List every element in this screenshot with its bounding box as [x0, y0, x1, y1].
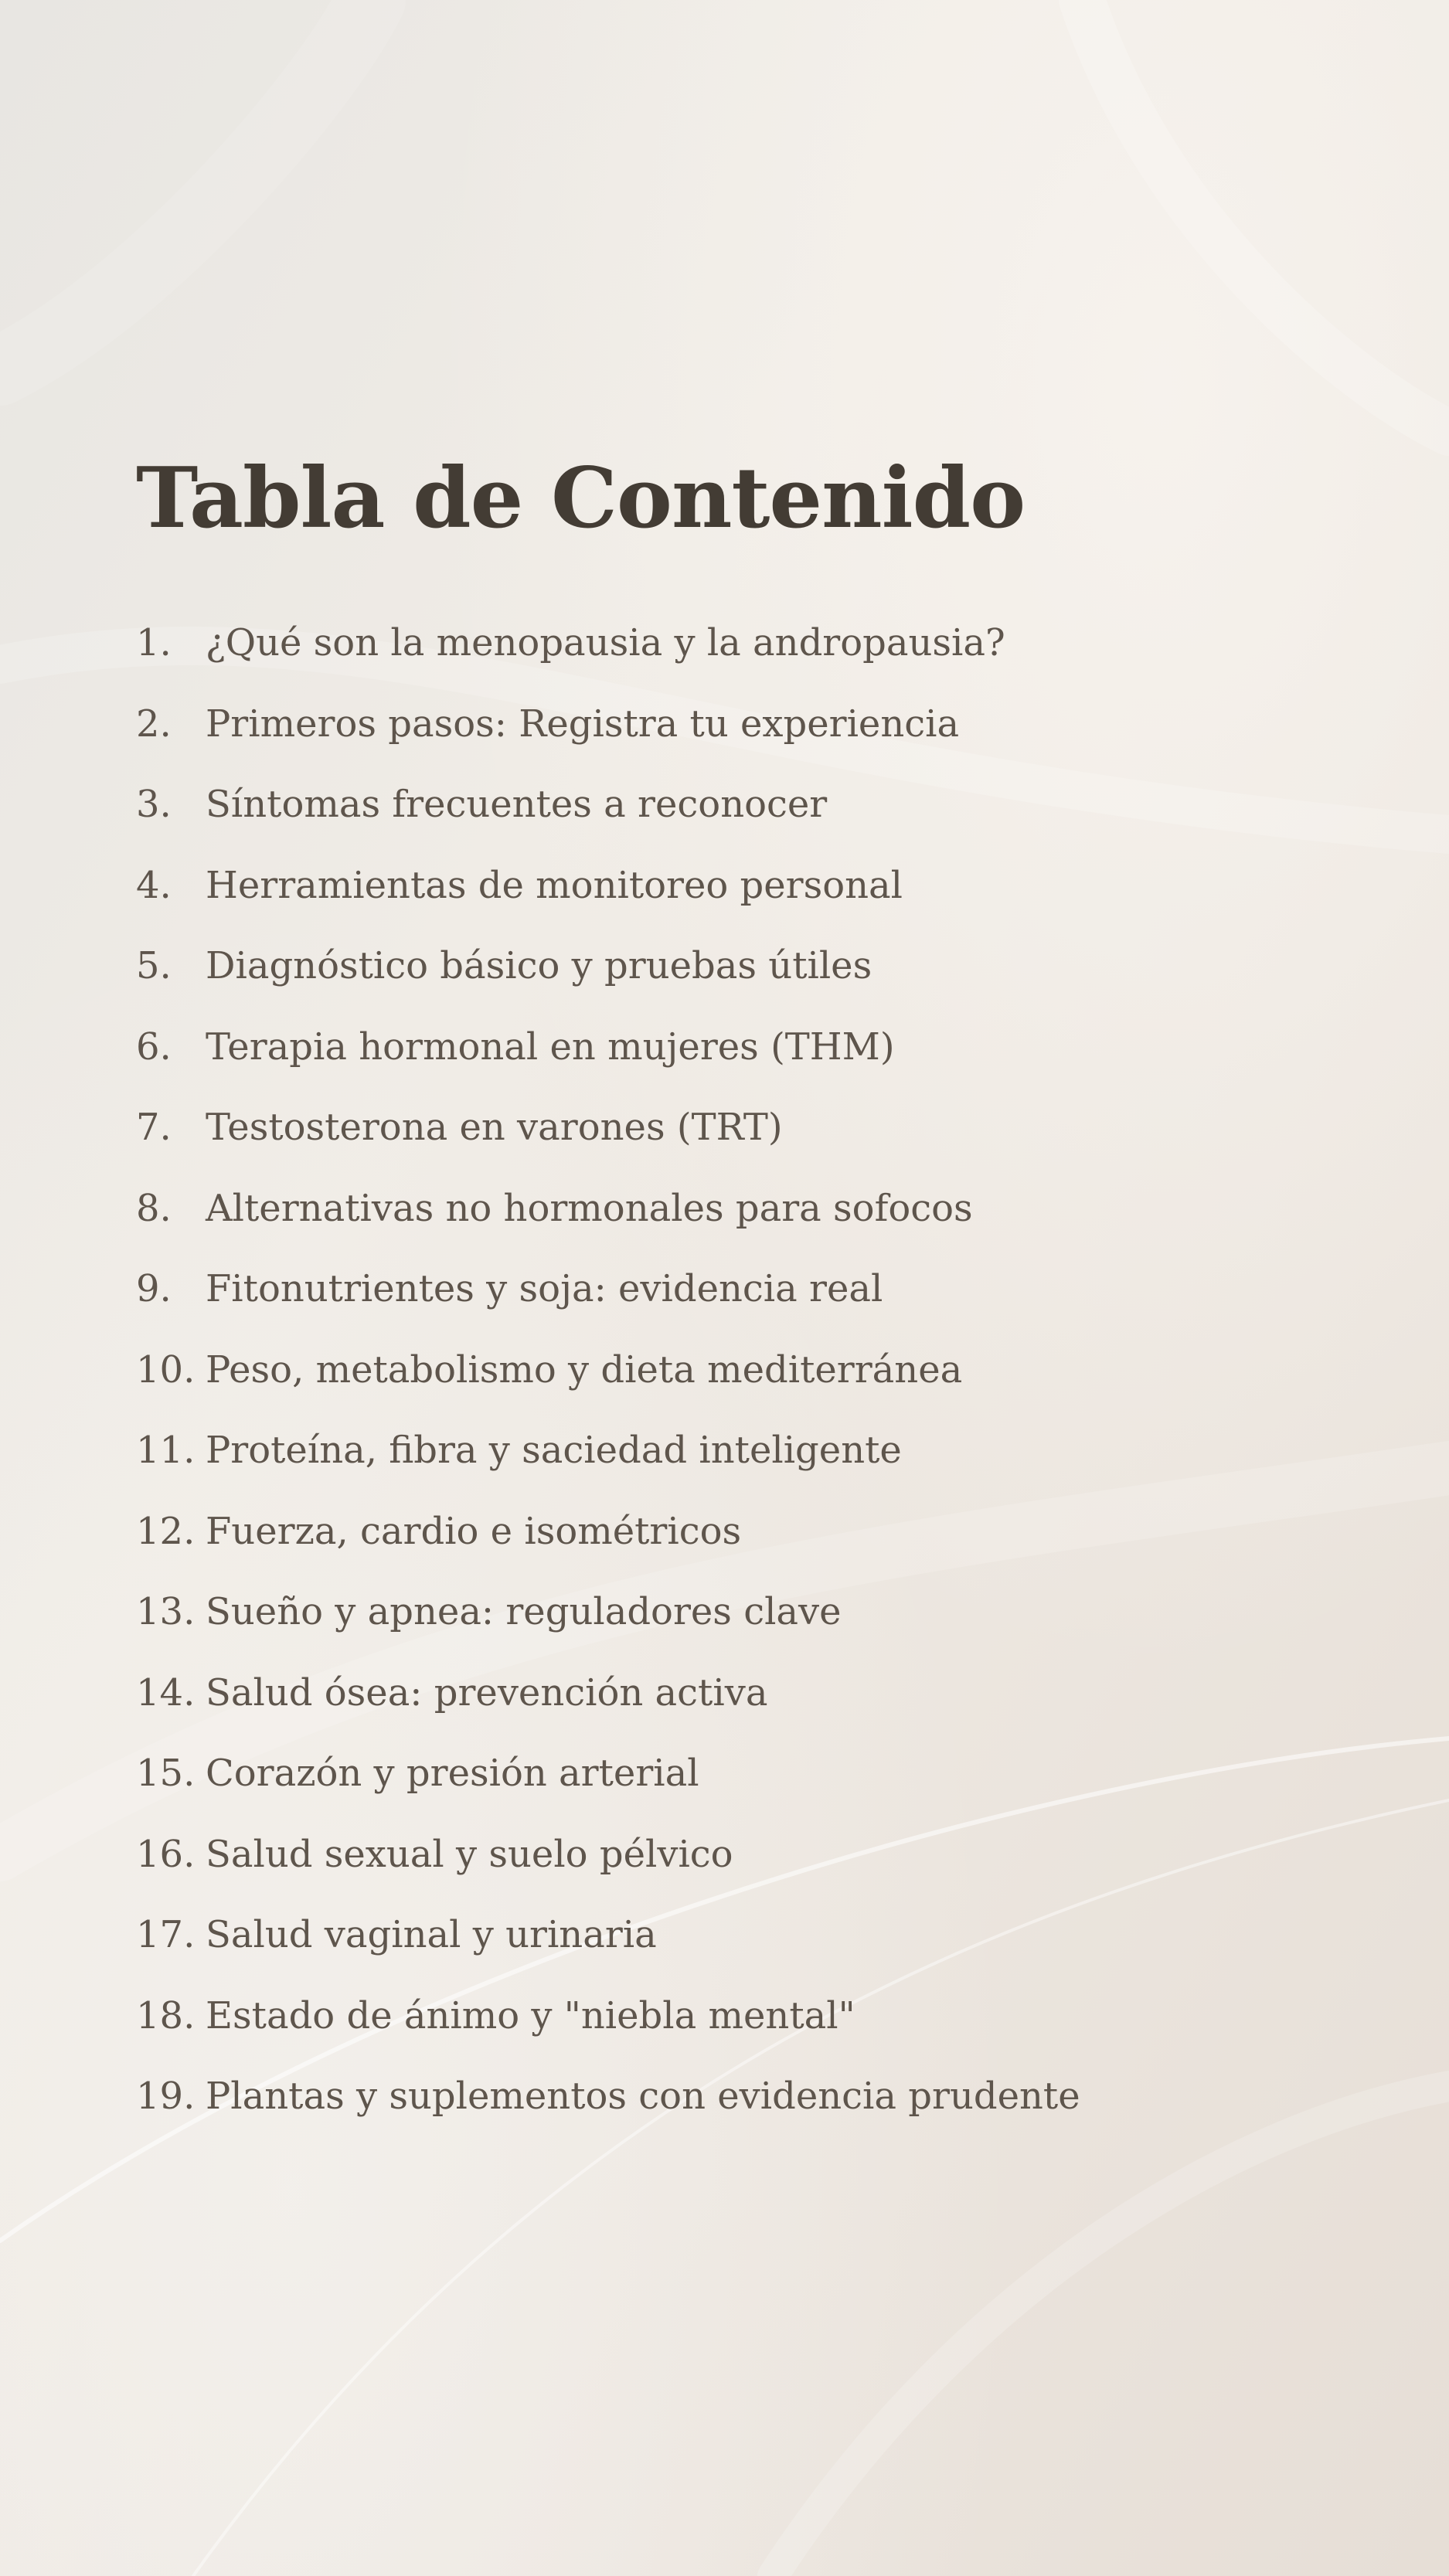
- toc-item-label: Plantas y suplementos con evidencia prudente: [206, 2075, 1080, 2118]
- toc-item: [136, 1733, 1372, 1814]
- toc-item: [136, 1007, 1372, 1088]
- toc-item-label: Terapia hormonal en mujeres (THM): [206, 1025, 895, 1069]
- toc-item-number: 8.: [136, 1186, 172, 1230]
- toc-item: [136, 1572, 1372, 1653]
- toc-item-number: 15.: [136, 1752, 196, 1795]
- toc-item-label: Síntomas frecuentes a reconocer: [206, 783, 828, 826]
- toc-item-label: Fuerza, cardio e isométricos: [206, 1509, 742, 1553]
- toc-item-number: 12.: [136, 1509, 196, 1553]
- toc-item-label: Alternativas no hormonales para sofocos: [206, 1186, 973, 1230]
- toc-item: [136, 2056, 1372, 2137]
- toc-item-label: Estado de ánimo y "niebla mental": [206, 1993, 855, 2037]
- toc-item: [136, 1410, 1372, 1491]
- toc-item-number: 11.: [136, 1429, 196, 1472]
- toc-item-label: Corazón y presión arterial: [206, 1752, 699, 1795]
- toc-item: [136, 1976, 1372, 2057]
- toc-item: [136, 845, 1372, 926]
- toc-list: [136, 603, 1372, 2137]
- toc-item: [136, 1895, 1372, 1976]
- toc-item-label: Sueño y apnea: reguladores clave: [206, 1590, 842, 1633]
- toc-item-number: 18.: [136, 1993, 196, 2037]
- toc-item: [136, 764, 1372, 845]
- toc-item: [136, 1491, 1372, 1572]
- toc-item-number: 1.: [136, 621, 172, 664]
- toc-item-number: 14.: [136, 1670, 196, 1715]
- toc-item-number: 7.: [136, 1106, 172, 1149]
- toc-item-number: 6.: [136, 1025, 172, 1069]
- toc-item-label: Primeros pasos: Registra tu experiencia: [206, 702, 960, 746]
- toc-item-number: 9.: [136, 1267, 172, 1310]
- toc-item-number: 4.: [136, 863, 172, 907]
- table-of-contents-page: [136, 433, 1372, 2137]
- toc-item: [136, 1168, 1372, 1249]
- toc-item-number: 16.: [136, 1832, 196, 1876]
- toc-item-number: 10.: [136, 1347, 196, 1392]
- toc-item: [136, 1653, 1372, 1734]
- toc-item: [136, 1249, 1372, 1330]
- toc-item-label: Salud sexual y suelo pélvico: [206, 1832, 733, 1876]
- toc-item-label: Salud vaginal y urinaria: [206, 1913, 657, 1956]
- toc-item-label: Herramientas de monitoreo personal: [206, 863, 903, 907]
- toc-item-label: Testosterona en varones (TRT): [206, 1106, 783, 1149]
- toc-item-label: Proteína, fibra y saciedad inteligente: [206, 1429, 902, 1472]
- toc-item-number: 17.: [136, 1913, 196, 1956]
- toc-item-label: Diagnóstico básico y pruebas útiles: [206, 944, 872, 987]
- toc-item: [136, 684, 1372, 765]
- toc-item: [136, 1814, 1372, 1895]
- toc-item-number: 5.: [136, 944, 172, 987]
- toc-item-label: Salud ósea: prevención activa: [206, 1670, 768, 1715]
- page-title: Tabla de Contenido: [136, 450, 1026, 547]
- toc-item-label: Fitonutrientes y soja: evidencia real: [206, 1267, 883, 1310]
- toc-item-number: 3.: [136, 783, 172, 826]
- toc-item: [136, 1330, 1372, 1411]
- toc-item: [136, 926, 1372, 1007]
- toc-item-number: 2.: [136, 702, 172, 746]
- toc-item-number: 19.: [136, 2075, 196, 2118]
- toc-item: [136, 603, 1372, 684]
- toc-item: [136, 1087, 1372, 1168]
- toc-item-label: ¿Qué son la menopausia y la andropausia?: [206, 621, 1005, 664]
- toc-item-label: Peso, metabolismo y dieta mediterránea: [206, 1347, 963, 1392]
- toc-item-number: 13.: [136, 1590, 196, 1633]
